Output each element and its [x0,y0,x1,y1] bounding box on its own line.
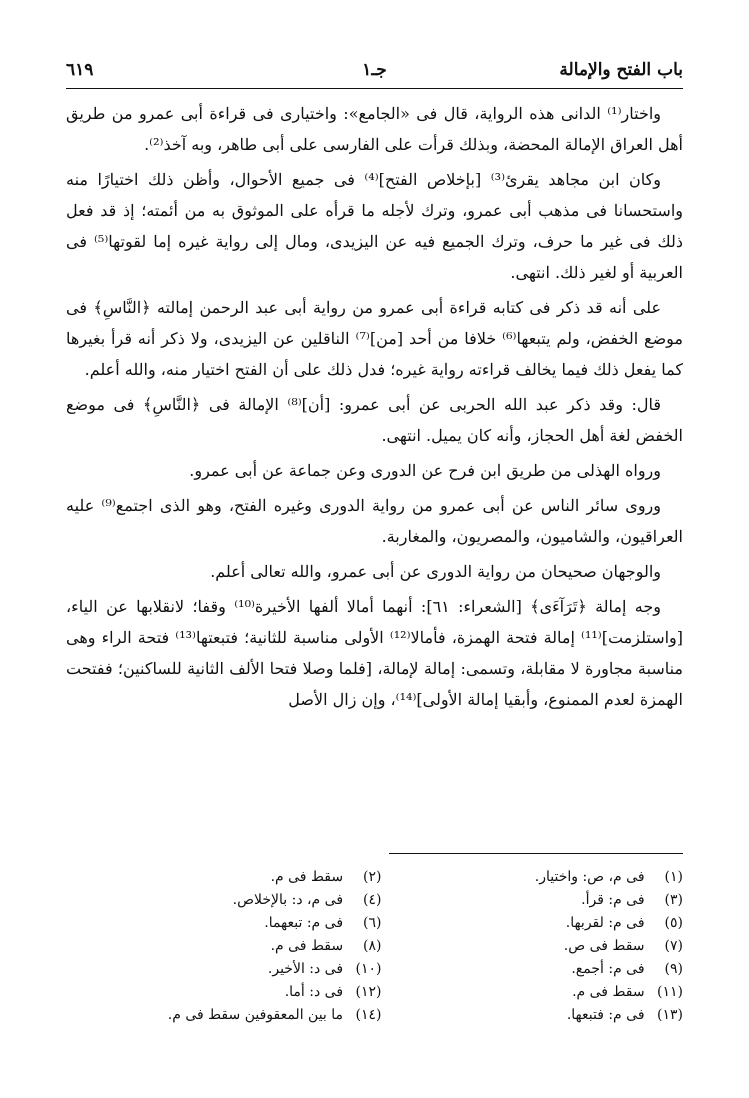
footnote-number: (٩) [664,961,683,977]
footnote-text: فى م، د: بالإخلاص. [232,892,344,908]
footnote [422,1004,684,1027]
volume-label: جـ١ [362,60,387,80]
footnote-text: فى د: الأخير. [267,961,344,977]
footnote [422,889,684,912]
footnote-divider [389,853,683,854]
paragraph: واختار⁽¹⁾ الدانى هذه الرواية، قال فى «الجامع»: واختيارى فى قراءة أبى عمرو من طريق أهل العراق الإمالة المحضة، وبذلك قرأت على الفارسى على أبى طاهر، وبه آخذ⁽²⁾. [66,104,683,154]
footnote-number: (٤) [363,892,382,908]
paragraph: والوجهان صحيحان من رواية الدورى عن أبى عمرو، والله تعالى أعلم. [210,562,661,581]
footnote-number: (١٠) [355,961,382,977]
footnote-number: (١٣) [657,1007,683,1023]
footnote-text: سقط فى ص. [563,938,645,954]
footnote [422,981,684,1004]
footnote-text: فى م: قرأ. [581,892,645,908]
footnote [120,981,382,1004]
footnote-number: (٣) [664,892,683,908]
paragraph: ورواه الهذلى من طريق ابن فرح عن الدورى وعن جماعة عن أبى عمرو. [189,461,661,480]
footnote-number: (٦) [363,915,382,931]
main-text [66,98,683,719]
header-divider [66,88,683,89]
footnote [422,958,684,981]
footnote-text: فى م: فتبعها. [566,1007,645,1023]
footnote-text: فى م: تبعهما. [264,915,344,931]
footnote-text: فى م: لقربها. [565,915,645,931]
footnote-number: (٥) [664,915,683,931]
footnote-text: فى م، ص: واختيار. [534,869,645,885]
footnote [120,866,382,889]
paragraph: وكان ابن مجاهد يقرئ⁽³⁾ [بإخلاص الفتح]⁽⁴⁾ فى جميع الأحوال، وأظن ذلك اختيارًا منه واستحسانا فى مذهب أبى عمرو، وترك لأجله ما قرأه على الموثوق به من أئمته؛ إذ قد فعل ذلك فى غير ما حرف، وترك الجميع فيه عن اليزيدى، ومال إلى رواية غيره إما لقوتها⁽⁵⁾ فى العربية أو لغير ذلك. انتهى. [66,170,684,282]
paragraph: على أنه قد ذكر فى كتابه قراءة أبى عمرو من رواية أبى عبد الرحمن إمالته ﴿النَّاسِ﴾ فى موضع الخفض، ولم يتبعها⁽⁶⁾ خلافا من أحد [من]⁽⁷⁾ الناقلين عن اليزيدى، ولا ذكر أنه قرأ بغيرها كما يفعل ذلك فيما يخالف قراءته رواية غيره؛ فدل ذلك على أن الفتح اختيار منه، والله أعلم. [66,298,683,379]
footnote [422,866,684,889]
footnote-number: (٢) [363,869,382,885]
footnote-text: فى د: أما. [284,984,344,1000]
footnote [422,935,684,958]
paragraph: وجه إمالة ﴿تَرَآءَى﴾ [الشعراء: ٦١]: أنهما أمالا ألفها الأخيرة⁽¹⁰⁾ وقفا؛ لانقلابها عن الياء، [واستلزمت]⁽¹¹⁾ إمالة فتحة الهمزة، فأمالا⁽¹²⁾ الأولى مناسبة للثانية؛ فتبعتها⁽¹³⁾ فتحة الراء وهى مناسبة مجاورة لا مقابلة، وتسمى: إمالة لإمالة، [فلما وصلا فتحا الألف الثانية للساكنين؛ ففتحت الهمزة لعدم الممنوع، وأبقيا إمالة الأولى]⁽¹⁴⁾، وإن زال الأصل [66,597,684,709]
footnote [120,912,382,935]
footnote-number: (١٤) [355,1007,382,1023]
footnote-text: سقط فى م. [270,938,344,954]
footnote-number: (١) [664,869,683,885]
footnote-text: فى م: أجمع. [571,961,645,977]
footnote-text: ما بين المعقوفين سقط فى م. [167,1007,344,1023]
running-head [66,56,683,86]
footnote-number: (٨) [363,938,382,954]
chapter-title: باب الفتح والإمالة [559,60,683,80]
footnote-text: سقط فى م. [572,984,645,1000]
footnote-text: سقط فى م. [270,869,344,885]
footnote [120,935,382,958]
footnote-number: (٧) [664,938,683,954]
footnote-number: (١١) [657,984,683,1000]
paragraph: قال: وقد ذكر عبد الله الحربى عن أبى عمرو: [أن]⁽⁸⁾ الإمالة فى ﴿النَّاسِ﴾ فى موضع الخفض لغة أهل الحجاز، وأنه كان يميل. انتهى. [66,395,683,445]
page-number: ٦١٩ [66,60,94,80]
footnote [120,958,382,981]
footnote [120,1004,382,1027]
footnote [422,912,684,935]
footnotes [120,866,683,1027]
footnote [120,889,382,912]
footnote-number: (١٢) [355,984,382,1000]
paragraph: وروى سائر الناس عن أبى عمرو من رواية الدورى وغيره الفتح، وهو الذى اجتمع⁽⁹⁾ عليه العراقيون، والشاميون، والمصريون، والمغاربة. [66,496,683,546]
